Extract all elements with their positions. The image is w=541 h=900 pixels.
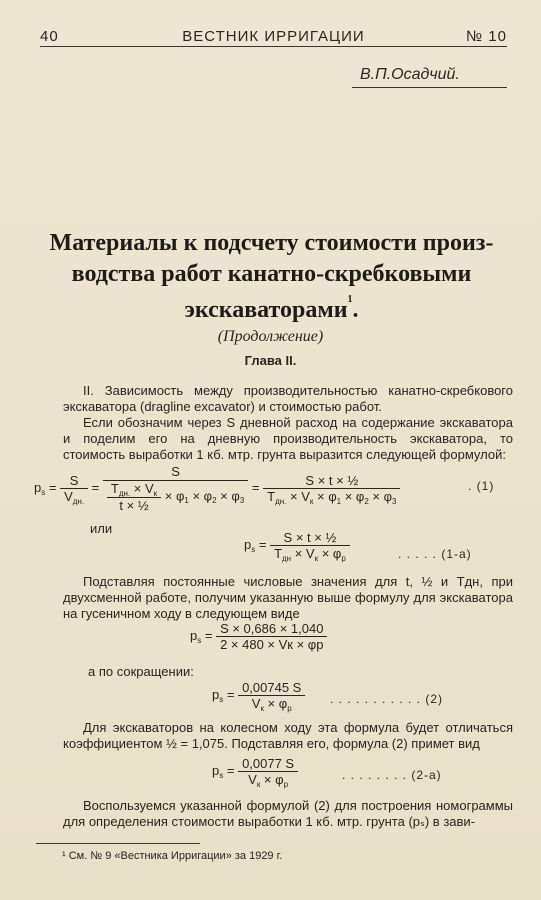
formula-1-label: . (1) [468,479,495,493]
footnote-rule [36,843,200,844]
formula-2a: $p_s$ = $\frac{0,0077 S}{V_к \times \varphi_р}$ [212,756,298,787]
title-line-3: экскаваторами$^1$. [184,294,359,323]
formula-2-label: . . . . . . . . . . . (2) [330,692,444,706]
formula-1: $p_s$ = $\frac{S}{V_{дн.}}$ = S $\frac{T_{дн.} \times V_к}{\text{t × ½}}$ × $\varphi_1 \times \varphi_2 \times \varphi_3$ = $\frac{\text{S × t × ½}}{T_{дн.} \times V_к \times \varphi_1 \times \varphi_2 \times \varphi_3}$ [34,464,400,513]
continuation-note: (Продолжение) [217,328,324,345]
paragraph-1: II. Зависимость между производительностью канатно-скребкового экскаватора (dragline excavator) и стоимостью работ. [63,383,513,414]
formula-substitution: $p_s$ = $\frac{S \times 0,686 \times 1,040}{2 \times 480 \times Vк \times \varphi p}$ [190,621,327,652]
header-rule [40,46,507,47]
formula-2a-label: . . . . . . . . (2-а) [342,768,442,782]
issue-number: № 10 [466,28,507,45]
footnote: ¹ См. № 9 «Вестника Ирригации» за 1929 г. [62,850,283,862]
paragraph-5: Воспользуемся указанной формулой (2) для построения номограммы для определения стоимости выработки 1 кб. мтр. грунта (pₛ) в зави- [63,798,513,829]
author-name: В.П.Осадчий. [360,66,460,83]
formula-1a: $p_s$ = $\frac{\text{S × t × ½}}{T_{дн} \times V_к \times \varphi_р}$ [244,530,350,561]
title-line-1: Материалы к подсчету стоимости произ- [49,230,494,256]
journal-title: ВЕСТНИК ИРРИГАЦИИ [182,28,365,45]
title-line-2: водства работ канатно-скребковыми [71,261,472,287]
page-number: 40 [40,28,59,45]
reduction-text: а по сокращении: [88,664,194,679]
paragraph-2: Если обозначим через S дневной расход на содержание экскаватора и поделим его на дневную производительность экскаватора, то стоимость выработки 1 кб. мтр. грунта выразится следующей формулой: [63,415,513,462]
chapter-heading: Глава II. [244,353,297,368]
article-title [24,228,519,326]
paragraph-4: Для экскаваторов на колесном ходу эта формула будет отличаться коэффициентом ½ = 1,075. Подставляя его, формула (2) примет вид [63,720,513,751]
or-text: или [90,521,113,536]
author-underline [352,87,507,88]
formula-1a-label: . . . . . (1-а) [398,547,472,561]
title-footnote-mark: 1 [347,294,353,305]
paragraph-3: Подставляя постоянные числовые значения для t, ½ и Tдн, при двухсменной работе, получим указанную выше формулу для экскаватора на гусеничном ходу в следующем виде [63,574,513,621]
formula-2: $p_s$ = $\frac{0,00745 S}{V_к \times \varphi_р}$ [212,680,305,711]
